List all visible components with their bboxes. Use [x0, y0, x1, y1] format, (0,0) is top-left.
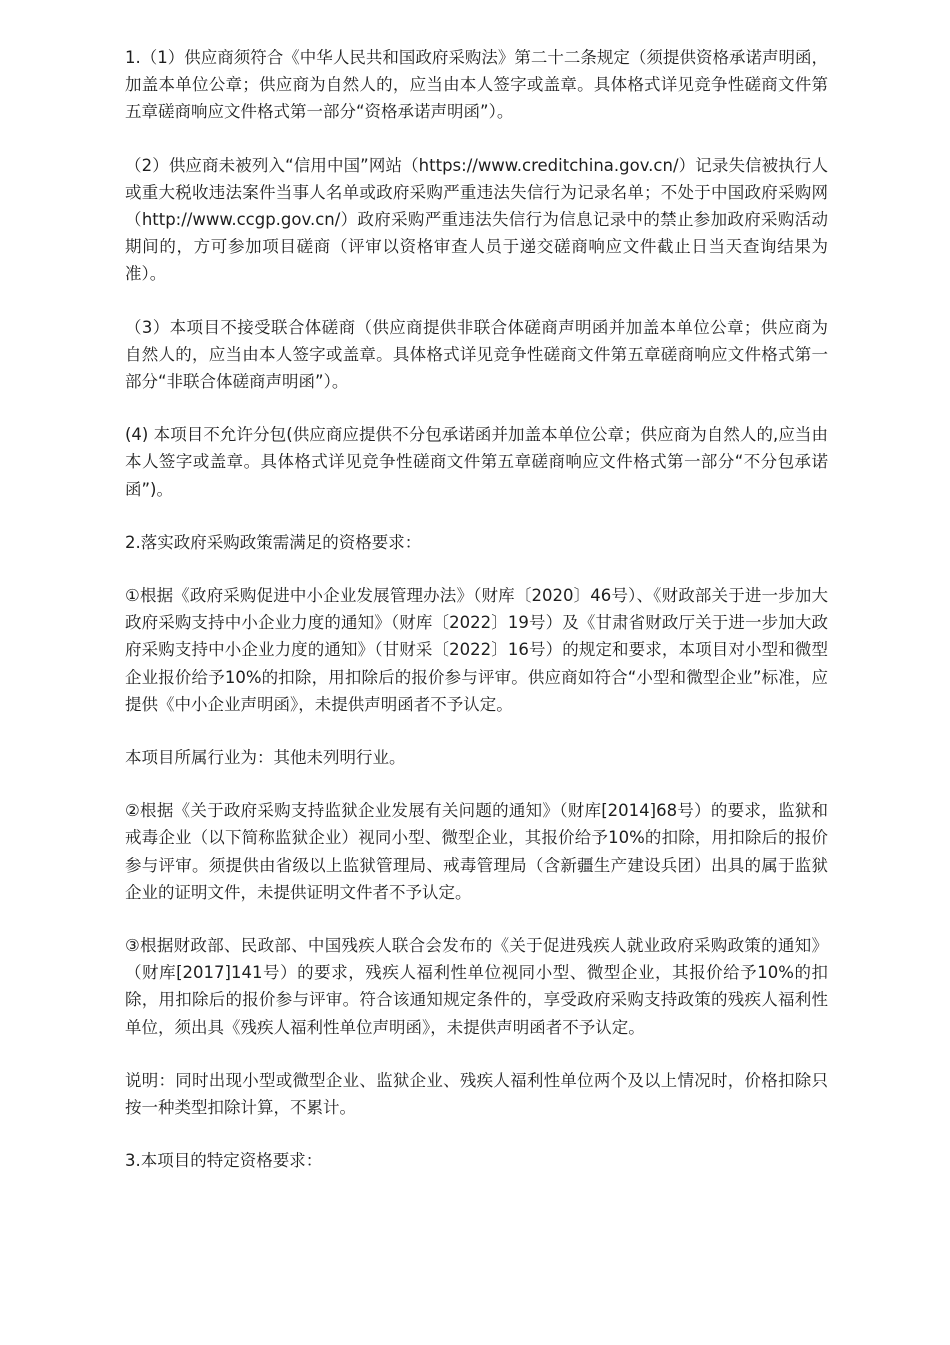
paragraph-spacer	[125, 288, 828, 314]
paragraph-prison-enterprise: ②根据《关于政府采购支持监狱企业发展有关问题的通知》（财库[2014]68号）的要求，监狱和戒毒企业（以下简称监狱企业）视同小型、微型企业，其报价给予10%的扣除，用扣除后的报价参与评审。须提供由省级以上监狱管理局、戒毒管理局（含新疆生产建设兵团）出具的属于监狱企业的证明文件，未提供证明文件者不予认定。	[125, 801, 828, 902]
paragraph-spacer	[125, 718, 828, 744]
paragraph-qualification-4: (4) 本项目不允许分包(供应商应提供不分包承诺函并加盖本单位公章；供应商为自然人的,应当由本人签字或盖章。具体格式详见竞争性磋商文件第五章磋商响应文件格式第一部分“不分包承诺函”)。	[125, 425, 828, 499]
paragraph-spacer	[125, 771, 828, 797]
paragraph-spacer	[125, 906, 828, 932]
paragraph-spacer	[125, 503, 828, 529]
paragraph-qualification-3: （3）本项目不接受联合体磋商（供应商提供非联合体磋商声明函并加盖本单位公章；供应商为自然人的，应当由本人签字或盖章。具体格式详见竞争性磋商文件第五章磋商响应文件格式第一部分“非联合体磋商声明函”）。	[125, 317, 828, 392]
paragraph-spacer	[125, 126, 828, 152]
section-heading-specific: 3.本项目的特定资格要求：	[125, 1151, 323, 1171]
section-heading-policy: 2.落实政府采购政策需满足的资格要求：	[125, 532, 422, 552]
paragraph-qualification-1: 1.（1）供应商须符合《中华人民共和国政府采购法》第二十二条规定（须提供资格承诺声明函，加盖本单位公章；供应商为自然人的，应当由本人签字或盖章。具体格式详见竞争性磋商文件第五章磋商响应文件格式第一部分“资格承诺声明函”）。	[125, 48, 828, 122]
paragraph-disabled-welfare: ③根据财政部、民政部、中国残疾人联合会发布的《关于促进残疾人就业政府采购政策的通知》（财库[2017]141号）的要求，残疾人福利性单位视同小型、微型企业，其报价给予10%的扣除，用扣除后的报价参与评审。符合该通知规定条件的，享受政府采购支持政策的残疾人福利性单位，须出具《残疾人福利性单位声明函》，未提供声明函者不予认定。	[125, 936, 828, 1037]
paragraph-industry: 本项目所属行业为：其他未列明行业。	[125, 748, 406, 768]
paragraph-spacer	[125, 395, 828, 421]
paragraph-spacer	[125, 1041, 828, 1067]
document-page	[125, 44, 828, 1175]
paragraph-note: 说明：同时出现小型或微型企业、监狱企业、残疾人福利性单位两个及以上情况时，价格扣除只按一种类型扣除计算，不累计。	[125, 1070, 828, 1118]
paragraph-spacer	[125, 1121, 828, 1147]
paragraph-spacer	[125, 556, 828, 582]
paragraph-qualification-2: （2）供应商未被列入“信用中国”网站（https://www.creditchina.gov.cn/）记录失信被执行人或重大税收违法案件当事人名单或政府采购严重违法失信行为记录名单；不处于中国政府采购网（http://www.ccgp.gov.cn/）政府采购严重违法失信行为信息记录中的禁止参加政府采购活动期间的，方可参加项目磋商（评审以资格审查人员于递交磋商响应文件截止日当天查询结果为准）。	[125, 155, 828, 284]
paragraph-sme-policy: ①根据《政府采购促进中小企业发展管理办法》（财库〔2020〕46号）、《财政部关于进一步加大政府采购支持中小企业力度的通知》（财库〔2022〕19号）及《甘肃省财政厅关于进一步加大政府采购支持中小企业力度的通知》（甘财采〔2022〕16号）的规定和要求，本项目对小型和微型企业报价给予10%的扣除，用扣除后的报价参与评审。供应商如符合“小型和微型企业”标准，应提供《中小企业声明函》，未提供声明函者不予认定。	[125, 586, 828, 714]
